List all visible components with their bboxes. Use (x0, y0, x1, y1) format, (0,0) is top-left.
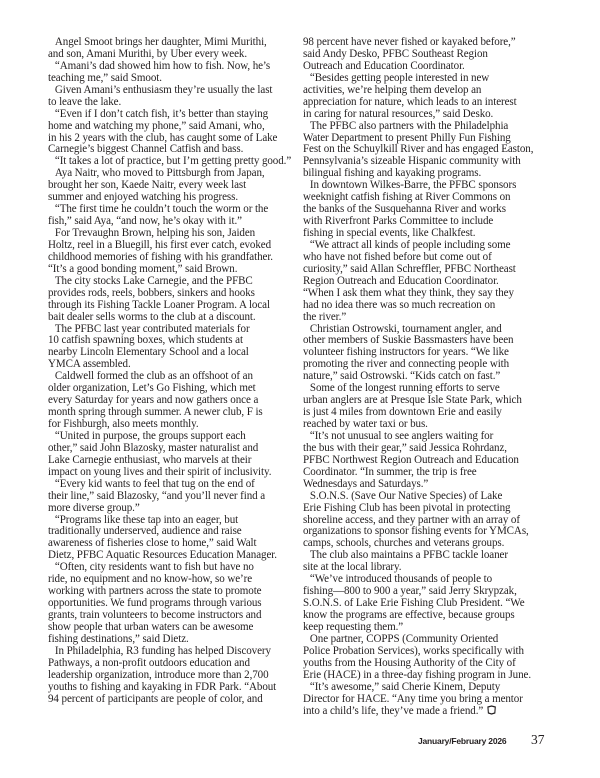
text-line: Pennsylvania’s sizeable Hispanic community with (303, 153, 521, 168)
text-line: youths from the Housing Authority of the City of (303, 654, 516, 669)
text-line: Lake Carnegie enthusiast, who marvels at their (48, 451, 252, 466)
text-line: nature,” said Ostrowski. “Kids catch on fast.” (303, 368, 501, 383)
text-line: YMCA assembled. (48, 356, 131, 371)
text-line: other,” said John Blazosky, master naturalist and (48, 439, 259, 454)
text-line: to leave the lake. (48, 93, 122, 108)
paragraph (303, 487, 561, 550)
text-line: the river.” (303, 308, 347, 323)
text-line: through its Fishing Tackle Loaner Program. A local (48, 296, 270, 311)
text-line: Christian Ostrowski, tournament angler, and (309, 320, 502, 335)
text-line: promoting the river and connecting people with (303, 356, 510, 371)
text-line: bilingual fishing and kayaking programs. (303, 165, 482, 180)
paragraph (48, 167, 306, 203)
text-line: Caldwell formed the club as an offshoot of an (54, 368, 253, 383)
text-line: every Saturday for years and now gathers once a (48, 392, 259, 407)
text-line: Given Amani’s enthusiasm they’re usually the last (54, 81, 273, 96)
text-line: volunteer fishing instructors for years. “We like (303, 344, 509, 359)
text-line: in his 2 years with the club, has caught some of Lake (48, 129, 278, 144)
text-line: 98 percent have never fished or kayaked before,” (303, 34, 516, 48)
text-line: ride, no equipment and no know-how, so we’re (48, 571, 253, 586)
text-line: “Besides getting people interested in new (309, 69, 490, 84)
text-line: Erie (HACE) in a three-day fishing program in June. (303, 666, 532, 681)
text-line: youths to fishing and kayaking in FDR Park. “About (48, 678, 277, 693)
text-line: leadership organization, introduce more than 2,700 (48, 666, 269, 681)
text-line: grants, train volunteers to become instructors and (48, 607, 262, 621)
text-line: more diverse group.” (48, 499, 140, 514)
text-line: S.O.N.S. (Save Our Native Species) of Lake (309, 487, 503, 502)
text-line: fishing in special events, like Chalkfest. (303, 225, 476, 239)
text-line: fishing destinations,” said Dietz. (48, 630, 189, 645)
text-line: “It’s a good bonding moment,” said Brown. (48, 260, 238, 275)
text-line: Police Probation Services), works specifically with (303, 642, 524, 657)
text-line: opportunities. We fund programs through various (48, 595, 262, 610)
text-line: Water Department to present Philly Fun Fishing (303, 129, 511, 144)
paragraph (303, 236, 561, 323)
paragraph (303, 573, 561, 633)
text-line: summer and enjoyed watching his progress. (48, 189, 239, 204)
text-line: brought her son, Kaede Naitr, every week last (48, 177, 247, 192)
text-line: keep requesting them.” (303, 618, 404, 633)
paragraph (48, 642, 306, 705)
text-line: 94 percent of participants are people of color, and (48, 690, 263, 705)
text-line: Fest on the Schuylkill River and has engaged Easton, (303, 141, 534, 156)
paragraph (303, 69, 561, 120)
text-line: for Fishburgh, also meets monthly. (48, 416, 199, 430)
text-line: traditionally underserved, audience and raise (48, 523, 242, 538)
text-line: Erie Fishing Club has been pivotal in protecting (303, 499, 511, 514)
paragraph (303, 320, 561, 383)
text-line: fish,” said Aya, “and now, he’s okay with it.” (48, 213, 242, 228)
text-line: childhood memories of fishing with his grandfather. (48, 248, 273, 263)
paragraph (48, 475, 306, 514)
text-line: know the programs are effective, because groups (303, 607, 515, 621)
text-line: other members of Suskie Bassmasters have been (303, 332, 514, 347)
text-line: and son, Amani Murithi, by Uber every week. (48, 45, 248, 60)
text-line: For Trevaughn Brown, helping his son, Jaiden (54, 225, 256, 239)
text-line: The club also maintains a PFBC tackle loaner (309, 547, 508, 562)
paragraph (48, 36, 306, 60)
paragraph (303, 630, 561, 681)
text-line: working with partners across the state to promote (48, 583, 262, 598)
text-line: 10 catfish spawning boxes, which students at (48, 332, 243, 347)
text-line: camps, schools, churches and veterans groups. (303, 535, 505, 550)
text-line: PFBC Northwest Region Outreach and Education (303, 451, 519, 466)
text-line: Outreach and Education Coordinator. (303, 57, 465, 72)
end-of-story-icon (487, 705, 496, 715)
text-line: Pathways, a non-profit outdoors education and (48, 654, 250, 669)
text-line: “It’s awesome,” said Cherie Kinem, Deputy (309, 678, 501, 693)
text-line: home and watching my phone,” said Amani, who, (48, 117, 265, 132)
text-line: show people that urban waters can be awesome (48, 618, 254, 633)
text-line: had no idea there was so much recreation on (303, 296, 496, 311)
text-line: “Often, city residents want to fish but have no (54, 559, 254, 574)
paragraph (303, 36, 561, 72)
paragraph (303, 382, 561, 430)
text-line: is just 4 miles from downtown Erie and easily (303, 404, 502, 419)
text-line: “United in purpose, the groups support each (54, 427, 246, 442)
text-line: appreciation for nature, which leads to an interest (303, 93, 517, 108)
text-line: into a child’s life, they’ve made a friend.” (303, 705, 540, 717)
paragraph (303, 549, 561, 573)
text-line: provides rods, reels, bobbers, sinkers and hooks (48, 284, 255, 299)
text-line: “We attract all kinds of people including some (309, 236, 511, 251)
text-line: urban anglers are at Presque Isle State Park, which (303, 392, 522, 407)
text-line: teaching me,” said Smoot. (48, 69, 162, 84)
text-line: “We’ve introduced thousands of people to (309, 571, 493, 586)
text-line: Dietz, PFBC Aquatic Resources Education Manager. (48, 547, 277, 562)
text-line: “Every kid wants to feel that tug on the end of (54, 475, 255, 490)
text-line: “When I ask them what they think, they say they (303, 284, 514, 299)
paragraph (48, 57, 306, 84)
paragraph (303, 179, 561, 239)
paragraph (48, 320, 306, 371)
text-line: said Andy Desko, PFBC Southeast Region (303, 45, 488, 60)
text-line: In downtown Wilkes-Barre, the PFBC sponsors (309, 177, 517, 192)
paragraph (303, 678, 561, 717)
paragraph (48, 511, 306, 562)
paragraph (48, 561, 306, 645)
text-line: The PFBC last year contributed materials for (54, 320, 250, 335)
text-line: bait dealer sells worms to the club at a discount. (48, 308, 256, 323)
text-line: nearby Lincoln Elementary School and a local (48, 344, 249, 359)
page-number: 37 (531, 732, 545, 747)
article-column-left (48, 36, 306, 705)
paragraph (48, 81, 306, 108)
text-line: “It’s not unusual to see anglers waiting for (309, 427, 494, 442)
footer-issue-date: January/February 2026 (418, 736, 507, 746)
text-line: month spring through summer. A newer club, F is (48, 404, 263, 419)
text-line: with Riverfront Parks Committee to include (303, 213, 494, 228)
text-line: Aya Naitr, who moved to Pittsburgh from Japan, (54, 165, 265, 180)
text-line: “The first time he couldn’t touch the worm or the (54, 201, 269, 216)
text-line: In Philadelphia, R3 funding has helped Discovery (54, 642, 271, 657)
text-line: reached by water taxi or bus. (303, 416, 428, 430)
text-line: shoreline access, and they partner with an array of (303, 511, 520, 526)
text-line: their line,” said Blazosky, “and you’ll never find a (48, 487, 266, 502)
article-column-right (303, 36, 561, 716)
text-line: awareness of fisheries close to home,” said Walt (48, 535, 257, 550)
text-line: who have not fished before but come out of (303, 248, 492, 263)
text-line: weeknight catfish fishing at River Commons on (303, 189, 511, 204)
text-line: Some of the longest running efforts to serve (309, 380, 500, 395)
text-line: “Programs like these tap into an eager, but (54, 511, 239, 526)
text-line: “Amani’s dad showed him how to fish. Now, he’s (54, 57, 271, 72)
text-line: Coordinator. “In summer, the trip is free (303, 463, 477, 478)
text-line: “Even if I don’t catch fish, it’s better than staying (54, 105, 269, 120)
paragraph (48, 105, 306, 156)
text-line: in caring for natural resources,” said Desko. (303, 105, 494, 120)
text-line: The PFBC also partners with the Philadelphia (309, 117, 509, 132)
text-line: One partner, COPPS (Community Oriented (309, 630, 499, 645)
text-line: the banks of the Susquehanna River and works (303, 201, 506, 216)
text-line: Angel Smoot brings her daughter, Mimi Murithi, (54, 34, 267, 48)
text-line: the bus with their gear,” said Jessica Rohrdanz, (303, 439, 507, 454)
paragraph (48, 427, 306, 478)
text-line: activities, we’re helping them develop an (303, 81, 482, 96)
text-line: impact on young lives and their spirit of inclusivity. (48, 463, 272, 478)
paragraph (48, 370, 306, 430)
paragraph (303, 427, 561, 490)
text-line: S.O.N.S. of Lake Erie Fishing Club President. “We (303, 595, 525, 610)
text-line: Wednesdays and Saturdays.” (303, 475, 429, 490)
paragraph (303, 117, 561, 180)
text-line: fishing—800 to 900 a year,” said Jerry Skrypzak, (303, 583, 517, 598)
paragraph (48, 227, 306, 275)
text-line: older organization, Let’s Go Fishing, which met (48, 380, 256, 395)
text-line: Holtz, reel in a Bluegill, his first ever catch, evoked (48, 236, 272, 251)
text-line: curiosity,” said Allan Schreffler, PFBC Northeast (303, 260, 516, 275)
text-line: “It takes a lot of practice, but I’m getting pretty good.” (54, 153, 292, 168)
text-line: Carnegie’s biggest Channel Catfish and bass. (48, 141, 244, 156)
text-line: site at the local library. (303, 559, 402, 574)
text-line: The city stocks Lake Carnegie, and the PFBC (54, 272, 253, 287)
paragraph (48, 272, 306, 323)
paragraph (48, 203, 306, 227)
text-line: Region Outreach and Education Coordinator. (303, 272, 499, 287)
text-line: organizations to sponsor fishing events for YMCAs, (303, 523, 529, 538)
text-line: Director for HACE. “Any time you bring a mentor (303, 690, 523, 705)
